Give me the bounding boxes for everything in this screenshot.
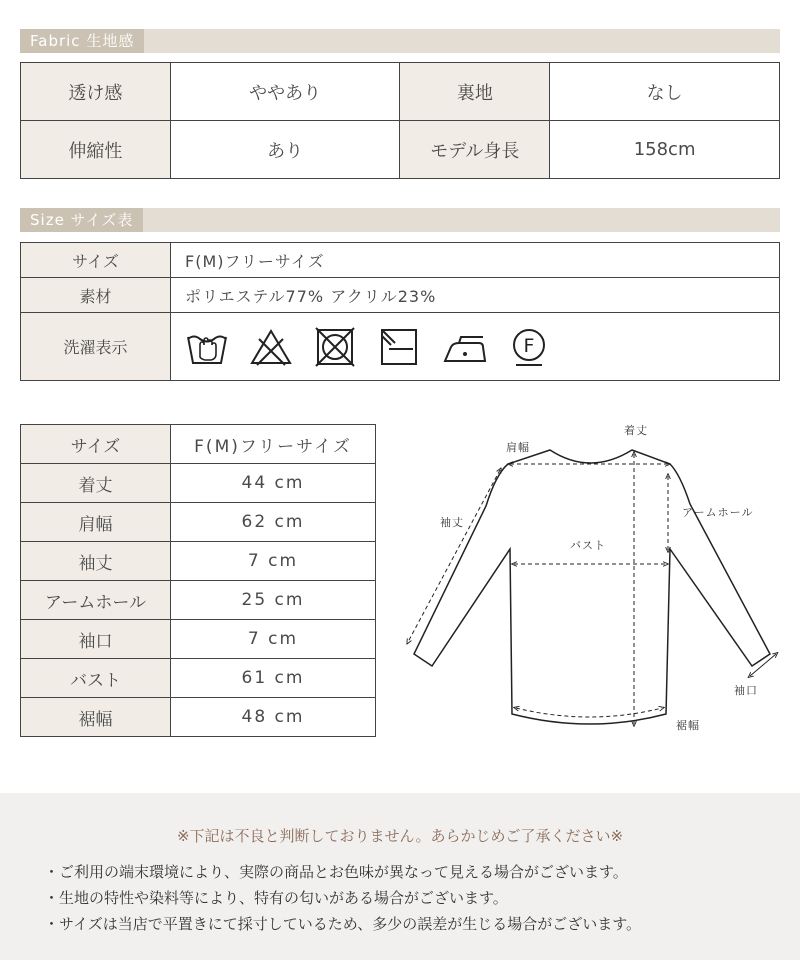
care-label: 洗濯表示 [21, 313, 171, 381]
hem-diagram-label: 裾幅 [676, 719, 700, 732]
bust-value: 61 cm [171, 659, 376, 698]
no-tumble-dry-icon [313, 327, 357, 367]
fabric-heading: Fabric 生地感 [20, 29, 144, 53]
dry-clean-f-icon [509, 327, 549, 367]
free-size-column-header: F(M)フリーサイズ [171, 425, 376, 464]
stretch-label: 伸縮性 [21, 121, 171, 179]
shoulder-label: 肩幅 [21, 503, 171, 542]
shoulder-value: 62 cm [171, 503, 376, 542]
sheerness-value: ややあり [170, 63, 400, 121]
list-item: ・ご利用の端末環境により、実際の商品とお色味が異なって見える場合がございます。 [44, 863, 628, 881]
size-section-header [20, 208, 780, 232]
table-row [21, 698, 376, 737]
list-item: ・サイズは当店で平置きにて採寸しているため、多少の誤差が生じる場合がございます。 [44, 915, 642, 933]
table-row [21, 581, 376, 620]
hem-value: 48 cm [171, 698, 376, 737]
sheerness-label: 透け感 [21, 63, 171, 121]
size-value: F(M)フリーサイズ [171, 243, 780, 278]
low-iron-icon [441, 327, 489, 367]
table-row [21, 278, 780, 313]
shoulder-diagram-label: 肩幅 [506, 441, 530, 454]
material-value: ポリエステル77% アクリル23% [171, 278, 780, 313]
no-bleach-icon [249, 327, 293, 367]
size-table [20, 424, 376, 737]
cuff-value: 7 cm [171, 620, 376, 659]
fabric-table [20, 62, 780, 179]
cuff-label: 袖口 [21, 620, 171, 659]
armhole-label: アームホール [21, 581, 171, 620]
table-header-row [21, 425, 376, 464]
model-height-value: 158cm [550, 121, 780, 179]
hem-label: 裾幅 [21, 698, 171, 737]
svg-text:F: F [523, 334, 535, 357]
table-row [21, 620, 376, 659]
size-label: サイズ [21, 243, 171, 278]
table-row [21, 63, 780, 121]
notes-list [44, 859, 641, 937]
table-row [21, 121, 780, 179]
stretch-value: あり [170, 121, 400, 179]
lining-value: なし [550, 63, 780, 121]
line-dry-shade-icon [377, 327, 421, 367]
fabric-section-header [20, 29, 780, 53]
notes-panel [0, 793, 800, 960]
garment-outline [400, 414, 790, 744]
hand-wash-icon [185, 327, 229, 367]
table-row [21, 659, 376, 698]
bust-label: バスト [21, 659, 171, 698]
table-row [21, 503, 376, 542]
spec-table [20, 242, 780, 381]
length-label: 着丈 [21, 464, 171, 503]
sleeve-label: 袖丈 [21, 542, 171, 581]
lining-label: 裏地 [400, 63, 550, 121]
notes-heading: ※下記は不良と判断しておりません。あらかじめご了承ください※ [176, 827, 624, 845]
garment-diagram [400, 414, 790, 744]
length-value: 44 cm [171, 464, 376, 503]
material-label: 素材 [21, 278, 171, 313]
cuff-diagram-label: 袖口 [734, 684, 758, 697]
armhole-diagram-label: アームホール [682, 506, 754, 519]
table-row [21, 243, 780, 278]
size-heading: Size サイズ表 [20, 208, 143, 232]
sleeve-diagram-label: 袖丈 [440, 516, 464, 529]
bust-diagram-label: バスト [570, 539, 606, 552]
table-row [21, 464, 376, 503]
length-diagram-label: 着丈 [624, 424, 648, 437]
table-row [21, 313, 780, 381]
sleeve-value: 7 cm [171, 542, 376, 581]
table-row [21, 542, 376, 581]
care-icons [171, 313, 780, 381]
armhole-value: 25 cm [171, 581, 376, 620]
model-height-label: モデル身長 [400, 121, 550, 179]
size-column-header: サイズ [21, 425, 171, 464]
list-item: ・生地の特性や染料等により、特有の匂いがある場合がございます。 [44, 889, 508, 907]
